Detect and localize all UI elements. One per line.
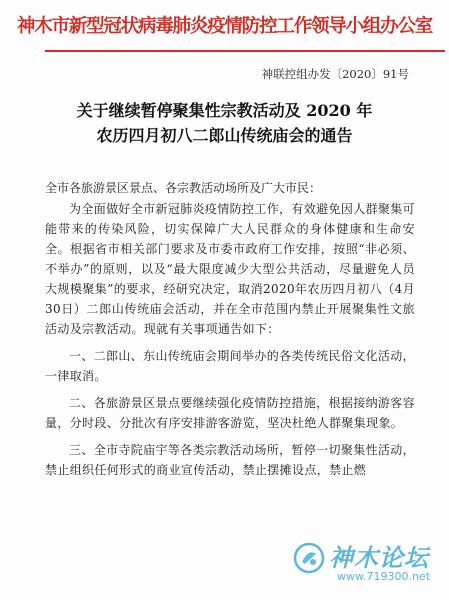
issuer-header: 神木市新型冠状病毒肺炎疫情防控工作领导小组办公室: [16, 16, 433, 37]
document-body: [45, 178, 415, 480]
paragraph-intro: 为全面做好全市新冠肺炎疫情防控工作，有效避免因人群聚集可能带来的传染风险，切实保障广大人民群众的身体健康和生命安全。根据省市相关部门要求及市委市政府工作安排，按照“非必须、不举办”的原则，以及“最大限度减少大型公共活动，尽量避免人员大规模聚集”的要求，经研究决定，取消2020年农历四月初八（4月30日）二郎山传统庙会活动，并在全市范围内禁止开展聚集性文旅活动及宗教活动。现就有关事项通告如下：: [45, 202, 415, 336]
forum-watermark: [291, 538, 441, 586]
red-separator-line: [45, 50, 445, 52]
document-title: [0, 98, 449, 148]
watermark-url: www.719300.net: [337, 570, 431, 583]
paragraph-item-2: 二、各旅游景区景点要继续强化疫情防控措施，根据接纳游客容量，分时段、分批次有序安排游客游览，坚决杜绝人群聚集现象。: [45, 396, 415, 430]
paragraph-item-3: 三、全市寺院庙宇等各类宗教活动场所，暂停一切聚集性活动，禁止组织任何形式的商业宣传活动，禁止摆摊设点，禁止燃: [45, 443, 415, 477]
title-line-1: 关于继续暂停聚集性宗教活动及 2020 年: [76, 101, 373, 120]
document-number: 神联控组办发〔2020〕91号: [261, 67, 409, 81]
watermark-text: 神木论坛: [329, 544, 429, 572]
forum-logo-icon: [293, 542, 325, 574]
paragraph-item-1: 一、二郎山、东山传统庙会期间举办的各类传统民俗文化活动，一律取消。: [45, 349, 415, 383]
title-line-2: 农历四月初八二郎山传统庙会的通告: [96, 126, 353, 145]
salutation: 全市各旅游景区景点、各宗教活动场所及广大市民：: [45, 181, 322, 195]
